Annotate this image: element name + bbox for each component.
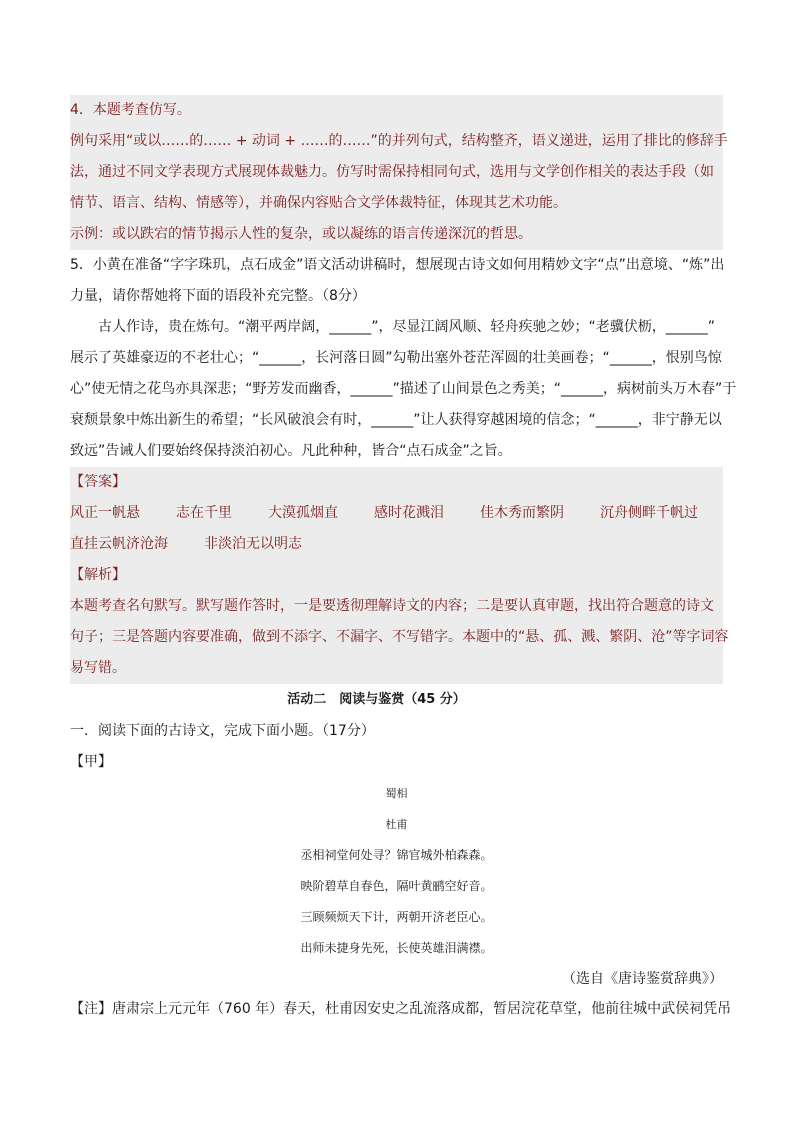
q5-paragraph-line-2: 展示了英雄豪迈的不老壮心；“______，长河落日圆”勾勒出塞外苍茫浑圆的壮美画卷；“______，恨别鸟惊: [70, 350, 722, 366]
q5-paragraph-line-4: 衰颓景象中炼出新生的希望；“长风破浪会有时，______”让人获得穿越困境的信念；“______，非宁静无以: [70, 412, 722, 428]
answer-item: 沉舟侧畔千帆过: [600, 505, 698, 521]
answer-item: 佳木秀而繁阴: [480, 505, 564, 521]
poem-author: 杜甫: [385, 818, 408, 831]
q5-paragraph-line-3: 心”使无情之花鸟亦具深悲；“野芳发而幽香，______”描述了山间景色之秀美；“______，病树前头万木春”于: [70, 381, 737, 397]
answer-item: 非淡泊无以明志: [204, 536, 302, 552]
q4-line-1: 例句采用“或以……的…… + 动词 + ……的……”的并列句式，结构整齐，语义递进，运用了排比的修辞手: [70, 133, 728, 149]
q5-prompt-line-2: 力量，请你帮她将下面的语段补充完整。（8分）: [70, 288, 366, 304]
q4-line-2: 法，通过不同文学表现方式展现体裁魅力。仿写时需保持相同句式，选用与文学创作相关的表达手段（如: [70, 164, 714, 180]
analysis-label: 【解析】: [70, 567, 126, 583]
reading-question-1: 一．阅读下面的古诗文，完成下面小题。（17分）: [70, 723, 375, 739]
answer-label: 【答案】: [70, 474, 126, 490]
answer-item: 直挂云帆济沧海: [70, 536, 168, 552]
q4-example: 示例：或以跌宕的情节揭示人性的复杂，或以凝练的语言传递深沉的哲思。: [70, 226, 532, 242]
q5-block: [70, 250, 737, 467]
analysis-line-3: 易写错。: [70, 660, 126, 676]
document-page: [70, 95, 737, 1024]
q4-explanation-block: [70, 95, 728, 250]
activity-heading: 活动二 阅读与鉴赏（45 分）: [287, 692, 466, 707]
poem-block: [70, 778, 723, 964]
answer-item: 志在千里: [176, 505, 232, 521]
poem-line: 丞相祠堂何处寻？锦官城外柏森森。: [300, 848, 493, 862]
section-jia-label: 【甲】: [70, 754, 112, 770]
poem-note: 【注】唐肃宗上元元年（760 年）春天，杜甫因安史之乱流落成都，暂居浣花草堂，他前往城中武侯祠凭吊: [70, 1001, 732, 1017]
q5-paragraph-line-5: 致远”告诫人们要始终保持淡泊初心。凡此种种，皆合“点石成金”之旨。: [70, 443, 512, 459]
poem-line: 映阶碧草自春色，隔叶黄鹂空好音。: [300, 879, 493, 893]
q5-prompt-line-1: 5．小黄在准备“字字珠玑，点石成金”语文活动讲稿时，想展现古诗文如何用精妙文字“点”出意境、“炼”出: [70, 257, 725, 273]
answer-item: 感时花溅泪: [374, 505, 444, 521]
poem-line: 出师未捷身先死，长使英雄泪满襟。: [300, 941, 493, 955]
analysis-line-2: 句子；三是答题内容要准确，做到不添字、不漏字、不写错字。本题中的“悬、孤、溅、繁阴、沧”等字词容: [70, 629, 729, 645]
q4-line-3: 情节、语言、结构、情感等），并确保内容贴合文学体裁特征，体现其艺术功能。: [70, 195, 567, 211]
answer-list: [70, 498, 723, 560]
q5-paragraph-line-1: 古人作诗，贵在炼句。“潮平两岸阔，______”，尽显江阔风顺、轻舟疾驰之妙；“老骥伏枥，______”: [98, 319, 716, 335]
answer-item: 大漠孤烟直: [268, 505, 338, 521]
answer-block: [70, 467, 729, 684]
poem-source: （选自《唐诗鉴赏辞典》）: [562, 971, 723, 987]
poem-line: 三顾频烦天下计，两朝开济老臣心。: [300, 910, 493, 924]
poem-title: 蜀相: [385, 787, 408, 800]
answer-item: 风正一帆悬: [70, 505, 140, 521]
analysis-line-1: 本题考查名句默写。默写题作答时，一是要透彻理解诗文的内容；二是要认真审题，找出符合题意的诗文: [70, 598, 714, 614]
q4-title: 4．本题考查仿写。: [70, 102, 191, 118]
